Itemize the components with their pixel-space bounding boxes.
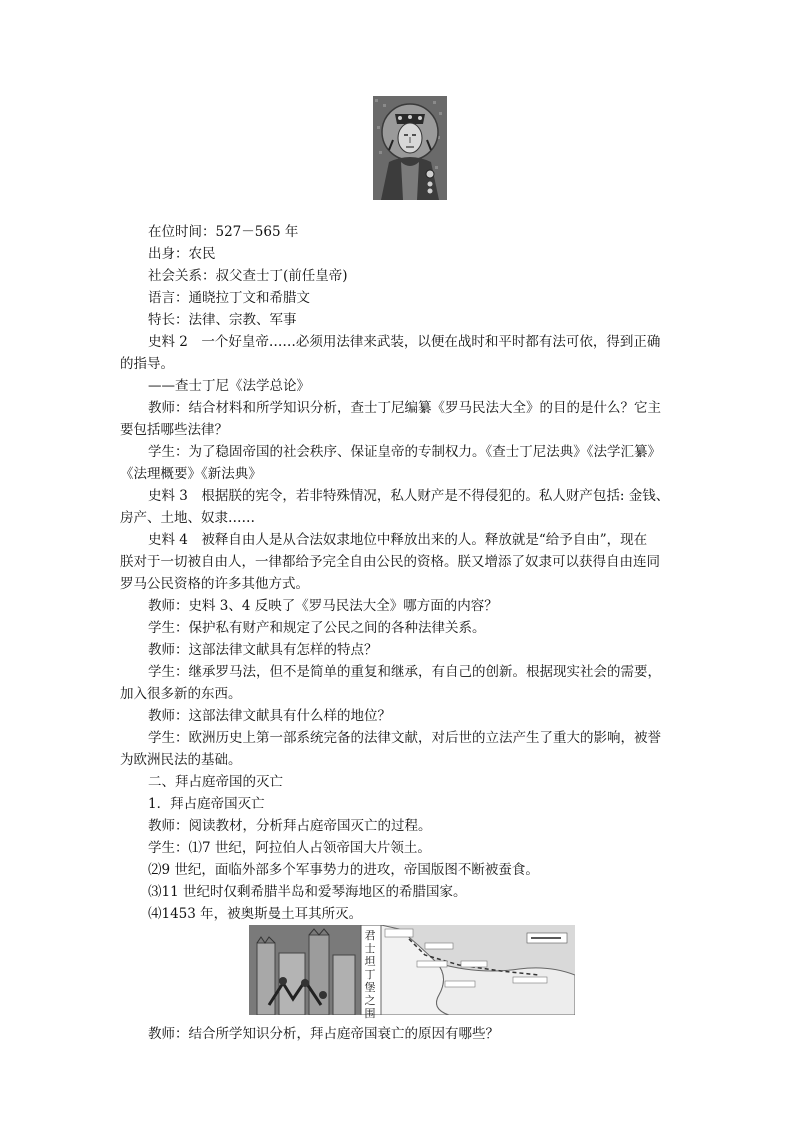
- source-2-text: 史料 2 一个好皇帝……必须用法律来武装，以便在战时和平时都有法可依，得到正确: [148, 334, 661, 350]
- siege-image-caption: 君士坦丁堡之围: [364, 929, 376, 1020]
- student-answer-5-item-2: ⑵9 世纪，面临外部多个军事势力的进攻，帝国版图不断被蚕食。: [148, 862, 539, 878]
- relations-text: 社会关系：叔父查士丁(前任皇帝): [148, 268, 348, 284]
- teacher-question-3: 教师：这部法律文献具有怎样的特点？: [148, 642, 378, 658]
- student-answer-5-item-3: ⑶11 世纪时仅剩希腊半岛和爱琴海地区的希腊国家。: [148, 884, 467, 900]
- student-answer-4-cont: 为欧洲民法的基础。: [120, 752, 242, 768]
- teacher-question-6: 教师：结合所学知识分析，拜占庭帝国衰亡的原因有哪些？: [148, 1026, 499, 1042]
- subsection-heading-1: 1．拜占庭帝国灭亡: [148, 796, 265, 812]
- student-answer-1: 学生：为了稳固帝国的社会秩序、保证皇帝的专制权力。《查士丁尼法典》《法学汇纂》: [148, 444, 661, 460]
- student-answer-3-cont: 加入很多新的东西。: [120, 686, 242, 702]
- teacher-question-5: 教师：阅读教材，分析拜占庭帝国灭亡的过程。: [148, 818, 432, 834]
- teacher-question-4: 教师：这部法律文献具有什么样的地位？: [148, 708, 391, 724]
- justinian-portrait-image: [373, 96, 447, 200]
- language-text: 语言：通晓拉丁文和希腊文: [148, 290, 310, 306]
- student-answer-5-item-1: 学生：⑴7 世纪，阿拉伯人占领帝国大片领土。: [148, 840, 431, 856]
- source-3-cont-text: 房产、土地、奴隶……: [120, 510, 255, 526]
- source-2-citation: ——查士丁尼《法学总论》: [148, 378, 310, 394]
- source-4-cont2-text: 罗马公民资格的许多其他方式。: [120, 576, 309, 592]
- student-answer-2: 学生：保护私有财产和规定了公民之间的各种法律关系。: [148, 620, 486, 636]
- teacher-question-2: 教师：史料 3、4 反映了《罗马民法大全》哪方面的内容？: [148, 598, 498, 614]
- specialty-text: 特长：法律、宗教、军事: [148, 312, 297, 328]
- source-4-cont-text: 朕对于一切被自由人，一律都给予完全自由公民的资格。朕又增添了奴隶可以获得自由连同: [120, 554, 660, 570]
- teacher-question-1-cont: 要包括哪些法律？: [120, 422, 228, 438]
- reign-period-text: 在位时间：527－565 年: [148, 224, 299, 240]
- source-3-text: 史料 3 根据朕的宪令，若非特殊情况，私人财产是不得侵犯的。私人财产包括: 金钱、: [148, 488, 670, 504]
- source-2-cont-text: 的指导。: [120, 356, 174, 372]
- student-answer-4: 学生：欧洲历史上第一部系统完备的法律文献，对后世的立法产生了重大的影响，被誉: [148, 730, 661, 746]
- siege-of-constantinople-image: [249, 925, 575, 1015]
- student-answer-5-item-4: ⑷1453 年，被奥斯曼土耳其所灭。: [148, 906, 363, 922]
- source-4-text: 史料 4 被释自由人是从合法奴隶地位中释放出来的人。释放就是“给予自由”，现在: [148, 532, 648, 548]
- section-heading-2: 二、拜占庭帝国的灭亡: [148, 774, 283, 790]
- student-answer-1-cont: 《法理概要》《新法典》: [120, 466, 262, 482]
- student-answer-3: 学生：继承罗马法，但不是简单的重复和继承，有自己的创新。根据现实社会的需要，: [148, 664, 661, 680]
- origin-text: 出身：农民: [148, 246, 216, 262]
- teacher-question-1: 教师：结合材料和所学知识分析，查士丁尼编纂《罗马民法大全》的目的是什么？它主: [148, 400, 661, 416]
